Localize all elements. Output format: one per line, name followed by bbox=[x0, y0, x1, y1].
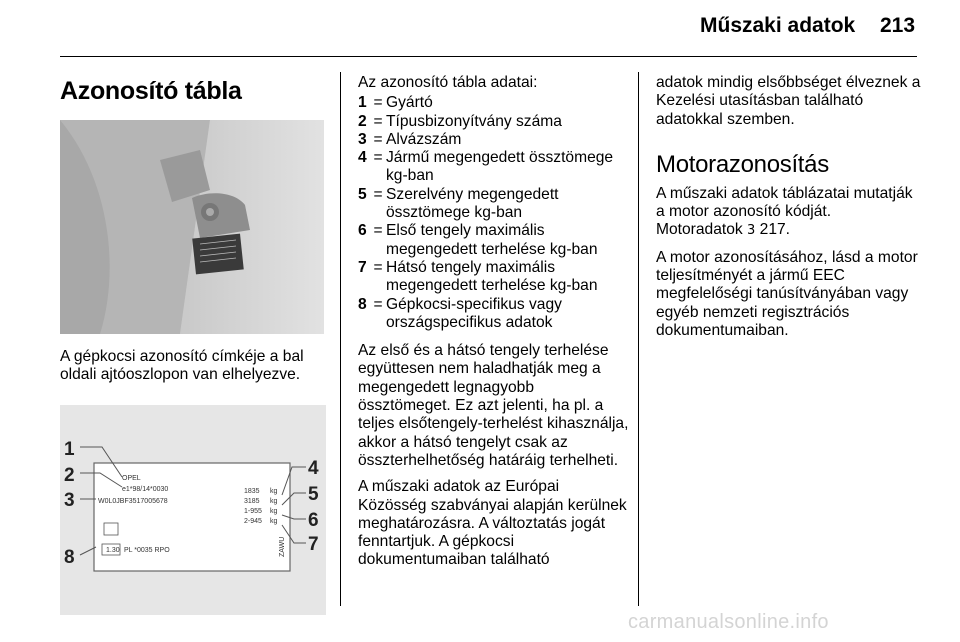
spec-item-equals: = bbox=[373, 258, 383, 276]
engine-registration-paragraph: A motor azonosításához, lásd a motor teljesítményét a jármű EEC megfelelőségi tanúsítványában vagy egyéb nemzeti regisztrációs dokumentumaiban. bbox=[656, 248, 918, 339]
callout-6: 6 bbox=[308, 509, 319, 531]
reference-label: Motoradatok bbox=[656, 221, 743, 239]
site-watermark: carmanualsonline.info bbox=[628, 611, 829, 633]
spec-item-text: Típusbizonyítvány száma bbox=[386, 112, 562, 130]
plate-side-code: ZAWU bbox=[279, 536, 286, 557]
callout-4: 4 bbox=[308, 457, 319, 479]
spec-item-text: Első tengely maximális megengedett terhelése kg-ban bbox=[386, 222, 598, 258]
spec-item bbox=[358, 222, 630, 259]
plate-unit-4: kg bbox=[270, 517, 278, 525]
spec-list bbox=[358, 94, 630, 332]
spec-item-equals: = bbox=[373, 94, 383, 112]
spec-item-number: 3 bbox=[358, 130, 367, 148]
spec-item-number: 2 bbox=[358, 112, 367, 130]
page-reference-arrow-icon: 3 bbox=[747, 223, 756, 239]
spec-intro: Az azonosító tábla adatai: bbox=[358, 74, 538, 91]
column-divider-right bbox=[638, 72, 639, 606]
spec-item-equals: = bbox=[373, 149, 383, 167]
spec-item-number: 1 bbox=[358, 94, 367, 112]
spec-item-equals: = bbox=[373, 185, 383, 203]
spec-item-equals: = bbox=[373, 222, 383, 240]
id-plate-diagram bbox=[60, 405, 326, 615]
spec-item bbox=[358, 113, 630, 131]
standards-paragraph: A műszaki adatok az Európai Közösség szabványai alapján kerülnek meghatározásra. A változtatás jogát fenntartjuk. A gépkocsi dokumentumaiban található bbox=[358, 478, 627, 569]
plate-approval: e1*98/14*0030 bbox=[122, 485, 169, 493]
plate-extra: PL *0035 RPO bbox=[124, 546, 170, 554]
page-number: 213 bbox=[880, 14, 916, 37]
spec-item-text: Jármű megengedett össztömege kg-ban bbox=[386, 149, 614, 185]
spec-item bbox=[358, 94, 630, 112]
spec-item-number: 5 bbox=[358, 185, 367, 203]
engine-data-reference[interactable] bbox=[656, 221, 924, 240]
spec-item-text: Szerelvény megengedett össztömege kg-ban bbox=[386, 185, 559, 222]
plate-unit-3: kg bbox=[270, 507, 278, 515]
spec-item bbox=[358, 131, 630, 149]
column-divider-left bbox=[340, 72, 341, 606]
spec-item bbox=[358, 259, 630, 296]
plate-weight-3: 1-955 bbox=[244, 507, 262, 515]
callout-3: 3 bbox=[64, 489, 75, 511]
spec-item-equals: = bbox=[373, 130, 383, 148]
plate-unit-2: kg bbox=[270, 497, 278, 505]
spec-item bbox=[358, 296, 630, 333]
plate-weight-1: 1835 bbox=[244, 487, 260, 495]
section-heading-engine-id: Motorazonosítás bbox=[656, 150, 829, 178]
spec-item-number: 6 bbox=[358, 222, 367, 240]
plate-box-code: 1.30 bbox=[106, 546, 120, 554]
plate-unit-1: kg bbox=[270, 487, 278, 495]
plate-brand: OPEL bbox=[122, 474, 141, 482]
spec-item-equals: = bbox=[373, 112, 383, 130]
column-middle bbox=[358, 74, 630, 578]
axle-load-paragraph: Az első és a hátsó tengely terhelése együttesen nem haladhatják meg a megengedett legnagyobb össztömeget. Ez azt jelenti, ha pl. a teljes elsőtengely-terhelést kihasználja, akkor a hátsó tengelyt csak az összterhelhetőség határáig terhelheti. bbox=[358, 342, 629, 469]
plate-weight-4: 2-945 bbox=[244, 517, 262, 525]
spec-item-text: Hátsó tengely maximális megengedett terhelése kg-ban bbox=[386, 258, 598, 295]
spec-item bbox=[358, 149, 630, 186]
spec-item-equals: = bbox=[373, 295, 383, 313]
spec-item-number: 4 bbox=[358, 149, 367, 167]
header-rule bbox=[60, 56, 917, 57]
section-heading-id-plate: Azonosító tábla bbox=[60, 77, 242, 105]
photo-caption: A gépkocsi azonosító címkéje a bal oldali ajtóoszlopon van elhelyezve. bbox=[60, 348, 304, 384]
reference-page: 217. bbox=[759, 221, 791, 239]
spec-item-number: 8 bbox=[358, 295, 367, 313]
continued-paragraph: adatok mindig elsőbbséget élveznek a Kezelési utasításban található adatokkal szemben. bbox=[656, 74, 921, 128]
callout-5: 5 bbox=[308, 483, 319, 505]
callout-7: 7 bbox=[308, 533, 319, 555]
column-right bbox=[656, 74, 924, 348]
running-header-title: Műszaki adatok bbox=[700, 14, 856, 37]
column-left bbox=[60, 74, 328, 615]
spec-item-text: Gyártó bbox=[386, 94, 433, 112]
callout-8: 8 bbox=[64, 546, 75, 568]
callout-2: 2 bbox=[64, 464, 75, 486]
spec-item-text: Alvázszám bbox=[386, 130, 462, 148]
callout-1: 1 bbox=[64, 438, 75, 460]
door-pillar-photo bbox=[60, 120, 324, 334]
spec-item bbox=[358, 186, 630, 223]
engine-id-paragraph: A műszaki adatok táblázatai mutatják a motor azonosító kódját. bbox=[656, 184, 913, 221]
plate-vin: W0L0JBF3517005678 bbox=[98, 497, 168, 505]
spec-item-number: 7 bbox=[358, 258, 367, 276]
plate-weight-2: 3185 bbox=[244, 497, 260, 505]
spec-item-text: Gépkocsi-specifikus vagy országspecifikus adatok bbox=[386, 295, 562, 331]
